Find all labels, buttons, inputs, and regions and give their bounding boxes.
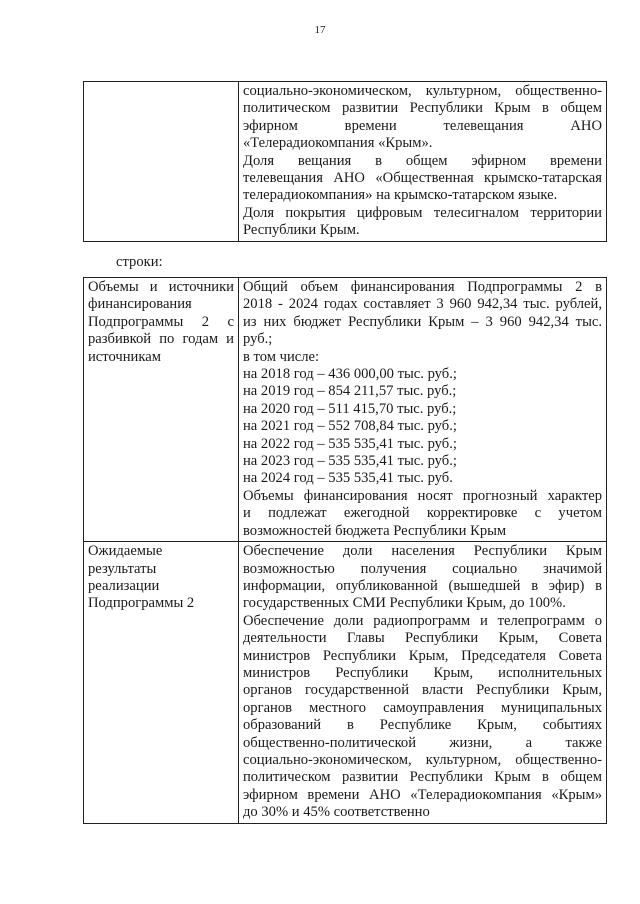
- table-continuation: [83, 81, 607, 242]
- text-line: Доля вещания в общем эфирном времени: [243, 152, 602, 169]
- text-line: Доля покрытия цифровым телесигналом территории: [243, 204, 602, 221]
- text-line: возможностей бюджета Республики Крым: [243, 522, 507, 539]
- text-line: результаты: [88, 560, 157, 577]
- text-line: эфирном времени телевещания АНО: [243, 117, 602, 134]
- table-cell-text: [239, 82, 607, 242]
- text-line: Ожидаемые: [88, 543, 163, 560]
- text-line: на 2021 год – 552 708,84 тыс. руб.;: [243, 418, 457, 435]
- section-caption: строки:: [116, 254, 163, 270]
- text-line: реализации: [88, 577, 160, 594]
- text-line: Объемы финансирования носят прогнозный характер: [243, 487, 602, 504]
- table-cell-empty: [84, 82, 239, 242]
- text-line: разбивкой по годам и: [88, 331, 234, 348]
- table-cell-label: [84, 278, 239, 542]
- text-line: Подпрограммы 2: [88, 595, 195, 612]
- text-line: образований в Республике Крым, событиях: [243, 717, 602, 734]
- page-number: 17: [314, 24, 326, 36]
- text-line: на 2022 год – 535 535,41 тыс. руб.;: [243, 435, 457, 452]
- text-line: Общий объем финансирования Подпрограммы 2 в: [243, 279, 602, 295]
- table-row: [84, 82, 607, 242]
- text-line: на 2018 год – 436 000,00 тыс. руб.;: [243, 366, 457, 383]
- text-line: Подпрограммы 2 с: [88, 313, 234, 330]
- text-line: общественно-политической жизни, а также: [243, 734, 602, 751]
- table-row: [84, 278, 607, 542]
- text-line: Республики Крым.: [243, 222, 360, 239]
- text-line: эфирном времени АНО «Телерадиокомпания «Крым»: [243, 786, 602, 803]
- text-line: источникам: [88, 348, 161, 365]
- text-line: политическом развитии Республики Крым в общем: [243, 100, 602, 117]
- text-line: на 2023 год – 535 535,41 тыс. руб.;: [243, 453, 457, 470]
- text-line: государственных СМИ Республики Крым, до 100%.: [243, 595, 566, 612]
- text-line: социально-экономическом, культурном, общественно-: [243, 751, 602, 768]
- text-line: Обеспечение доли радиопрограмм и телепрограмм о: [243, 612, 602, 629]
- text-line: политическом развитии Республики Крым в общем: [243, 769, 602, 786]
- text-line: на 2024 год – 535 535,41 тыс. руб.: [243, 470, 453, 487]
- table-cell-text: [239, 278, 607, 542]
- text-line: деятельности Главы Республики Крым, Совета: [243, 630, 602, 647]
- text-line: руб.;: [243, 331, 273, 348]
- text-line: на 2020 год – 511 415,70 тыс. руб.;: [243, 400, 457, 417]
- text-line: информации, опубликованной (вышедшей в эфир) в: [243, 577, 602, 594]
- text-line: телерадиокомпания» на крымско-татарском языке.: [243, 187, 558, 204]
- text-line: возможностью получения социально значимой: [243, 560, 602, 577]
- text-line: в том числе:: [243, 348, 320, 365]
- text-line: органов местного самоуправления муниципальных: [243, 699, 602, 716]
- text-line: социально-экономическом, культурном, общественно-: [243, 83, 602, 99]
- table-cell-label: [84, 542, 239, 824]
- text-line: и подлежат ежегодной корректировке с учетом: [243, 505, 602, 522]
- table-passport: [83, 277, 607, 824]
- text-line: финансирования: [88, 296, 192, 313]
- text-line: до 30% и 45% соответственно: [243, 804, 430, 821]
- table-row: [84, 542, 607, 824]
- text-line: на 2019 год – 854 211,57 тыс. руб.;: [243, 383, 457, 400]
- text-line: органов государственной власти Республики Крым,: [243, 682, 602, 699]
- text-line: телевещания АНО «Общественная крымско-татарская: [243, 170, 602, 187]
- text-line: 2018 - 2024 годах составляет 3 960 942,34 тыс. рублей,: [243, 296, 602, 313]
- text-line: из них бюджет Республики Крым – 3 960 942,34 тыс.: [243, 313, 602, 330]
- table-cell-text: [239, 542, 607, 824]
- text-line: министров Республики Крым, исполнительных: [243, 664, 602, 681]
- text-line: «Телерадиокомпания «Крым».: [243, 135, 433, 152]
- text-line: Обеспечение доли населения Республики Крым: [243, 543, 602, 560]
- text-line: Объемы и источники: [88, 279, 234, 295]
- text-line: министров Республики Крым, Председателя Совета: [243, 647, 602, 664]
